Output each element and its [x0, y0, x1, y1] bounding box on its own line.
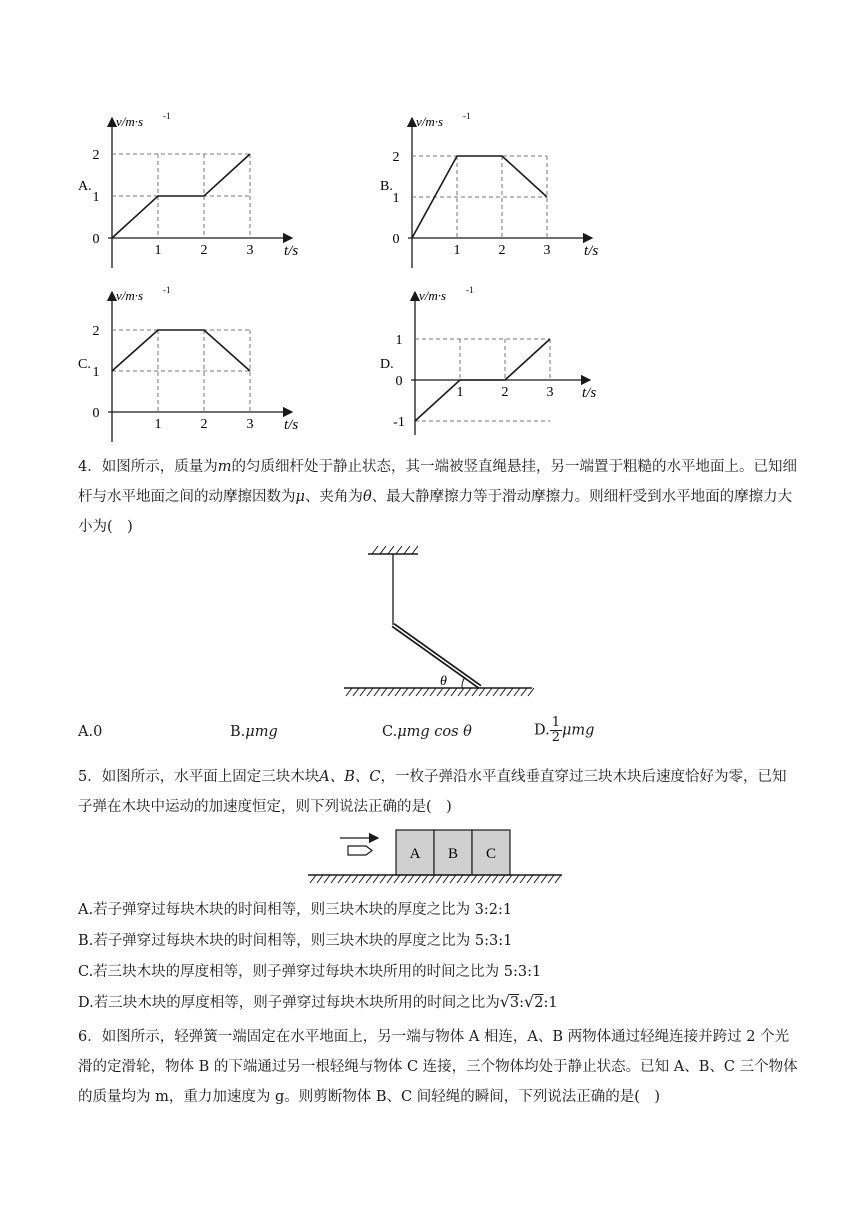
graph-c-xtick: 1	[154, 417, 162, 432]
q5-option-b[interactable]: B.若子弹穿过每块木块的时间相等，则三块木块的厚度之比为 5:3:1	[78, 933, 513, 949]
bullet-blocks-diagram	[300, 822, 570, 890]
graph-b-xtick: 1	[453, 243, 461, 258]
q5-option-d[interactable]: D.若三块木块的厚度相等，则子弹穿过每块木块所用的时间之比为√3:√2:1	[78, 992, 558, 1011]
graph-a-ytick: 1	[92, 190, 100, 205]
graph-a-ylabel-sup: -1	[163, 111, 171, 121]
question-6-text: 6．如图所示，轻弹簧一端固定在水平地面上，另一端与物体 A 相连，A、B 两物体通过轻绳连接并跨过 2 个光滑的定滑轮，物体 B 的下端通过另一根轻绳与物体 C 连接，三个物体均处于静止状态。已知 A、B、C 三个物体的质量均为 m，重力加速度为 g。则剪断物体 B、C 间轻绳的瞬间，下列说法正确的是( )	[78, 1029, 798, 1105]
q4-option-b[interactable]: B.μmg	[230, 724, 278, 740]
rod-diagram	[330, 540, 550, 710]
graph-a-xtick: 2	[200, 243, 208, 258]
graph-a-ylabel: v/m·s	[116, 114, 144, 129]
graph-d-xtick: 1	[456, 385, 464, 400]
graph-b-label: B.	[380, 179, 393, 194]
graph-b-xlabel: t/s	[584, 243, 599, 259]
graph-b-ytick: 2	[392, 150, 400, 165]
graph-a-line	[112, 154, 250, 238]
graph-d-ylabel-sup: -1	[466, 285, 474, 295]
graph-a-xtick: 1	[154, 243, 162, 258]
graph-c-ytick: 1	[92, 365, 100, 380]
graph-c-ytick: 2	[92, 324, 100, 339]
graph-d-xtick: 2	[501, 385, 509, 400]
graph-c-ylabel: v/m·s	[116, 288, 144, 303]
q5-option-a[interactable]: A.若子弹穿过每块木块的时间相等，则三块木块的厚度之比为 3:2:1	[78, 902, 513, 918]
graph-a-ytick: 2	[92, 148, 100, 163]
graph-b-ylabel: v/m·s	[416, 114, 444, 129]
graph-c-ytick: 0	[92, 406, 100, 421]
graph-c-ylabel-sup: -1	[163, 285, 171, 295]
angle-theta-label: θ	[440, 674, 447, 689]
vt-graphs	[0, 0, 868, 450]
question-5-text: 5．如图所示，水平面上固定三块木块A、B、C，一枚子弹沿水平直线垂直穿过三块木块后速度恰好为零，已知子弹在木块中运动的加速度恒定，则下列说法正确的是( )	[78, 769, 787, 815]
graph-a-label: A.	[78, 179, 92, 194]
graph-c-xlabel: t/s	[284, 417, 299, 433]
graph-c-xtick: 2	[200, 417, 208, 432]
graph-a-xlabel: t/s	[284, 243, 299, 259]
q4-option-d[interactable]: D. $\frac{1}{2}$ μmg	[534, 715, 595, 745]
graph-b-xtick: 3	[543, 243, 551, 258]
q4-option-a[interactable]: A.0	[78, 724, 103, 740]
graph-a-xtick: 3	[246, 243, 254, 258]
graph-d-xtick: 3	[546, 385, 554, 400]
bullet	[348, 846, 372, 855]
graph-c-label: C.	[78, 357, 91, 372]
graph-b-ylabel-sup: -1	[463, 111, 471, 121]
graph-d-xlabel: t/s	[582, 385, 597, 401]
graph-b-xtick: 2	[498, 243, 506, 258]
graph-b-ytick: 1	[392, 191, 400, 206]
graph-c-xtick: 3	[246, 417, 254, 432]
graph-d-ytick: -1	[393, 415, 405, 430]
block-c-label: C	[485, 846, 497, 862]
q4-option-c[interactable]: C.μmg cos θ	[382, 724, 472, 740]
graph-d-label: D.	[380, 357, 394, 372]
q5-option-c[interactable]: C.若三块木块的厚度相等，则子弹穿过每块木块所用的时间之比为 5:3:1	[78, 964, 542, 980]
graph-d-ylabel: v/m·s	[419, 288, 447, 303]
block-b-label: B	[447, 846, 459, 862]
graph-c-line	[112, 330, 250, 371]
graph-b-ytick: 0	[392, 232, 400, 247]
graph-d-ytick: 0	[395, 374, 403, 389]
question-4-text: 4．如图所示，质量为m的匀质细杆处于静止状态，其一端被竖直绳悬挂，另一端置于粗糙的水平地面上。已知细杆与水平地面之间的动摩擦因数为μ、夹角为θ、最大静摩擦力等于滑动摩擦力。则细杆受到水平地面的摩擦力大小为( )	[78, 459, 797, 535]
graph-d-ytick: 1	[395, 333, 403, 348]
block-a-label: A	[409, 846, 421, 862]
graph-a-ytick: 0	[92, 232, 100, 247]
